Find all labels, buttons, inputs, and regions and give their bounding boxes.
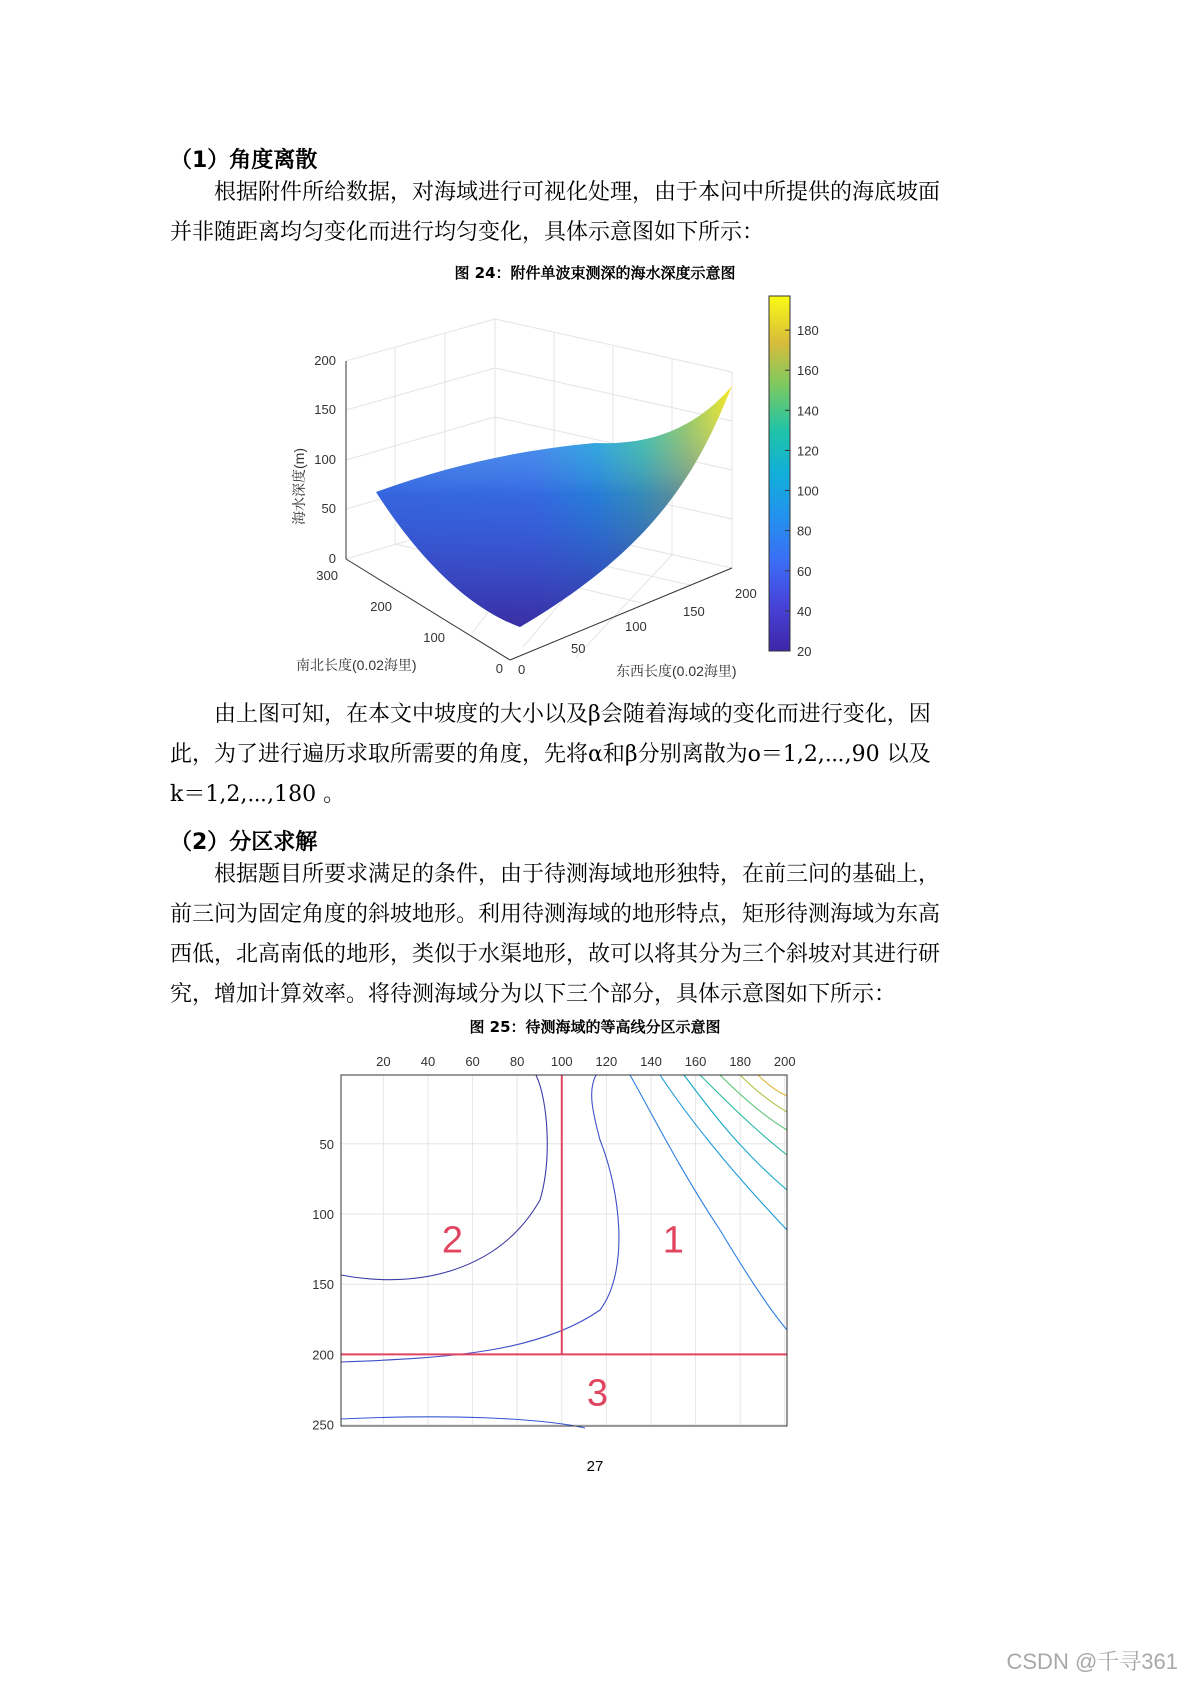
x-tick-label: 140 — [640, 1054, 662, 1069]
colorbar-tick-label: 100 — [797, 483, 819, 499]
x-tick-label: 120 — [595, 1054, 618, 1069]
z-tick-label: 100 — [314, 452, 336, 467]
y-tick-label: 0 — [495, 661, 503, 676]
colorbar-tick-label: 80 — [797, 523, 812, 539]
text-line: 根据附件所给数据，对海域进行可视化处理，由于本问中所提供的海底坡面 — [214, 180, 941, 205]
y-tick-label: 300 — [316, 568, 338, 583]
y-tick-label: 150 — [312, 1277, 334, 1293]
y-tick-label: 200 — [312, 1347, 334, 1363]
paragraph-visualization — [170, 173, 1000, 253]
y-tick-label: 50 — [319, 1136, 334, 1152]
z-tick-label: 50 — [321, 501, 336, 516]
z-tick-label: 200 — [314, 353, 336, 368]
x-tick-label: 200 — [773, 1054, 796, 1069]
top-x-tick-labels — [376, 1054, 795, 1069]
region-label: 2 — [441, 1219, 464, 1262]
x-axis-label: 东西长度(0.02海里) — [616, 663, 737, 679]
paragraph-angle-analysis — [170, 695, 1000, 815]
colorbar-tick-label: 120 — [797, 443, 819, 459]
colorbar-tick-label: 20 — [797, 644, 812, 659]
region-labels — [442, 1219, 684, 1414]
plot-frame — [341, 1075, 787, 1426]
text-line: k＝1,2,⋯,180 。 — [170, 782, 346, 807]
y-axis-label: 南北长度(0.02海里) — [296, 657, 417, 673]
x-tick-label: 100 — [625, 619, 647, 634]
text-line: 根据题目所要求满足的条件，由于待测海域地形独特，在前三问的基础上， — [214, 862, 941, 887]
figure-caption: 图 24：附件单波束测深的海水深度示意图 — [454, 264, 736, 282]
colorbar — [769, 296, 790, 651]
text-line: 前三问为固定角度的斜坡地形。利用待测海域的地形特点，矩形待测海域为东高 — [170, 902, 941, 927]
colorbar-tick-label: 180 — [797, 323, 819, 339]
text-line: 西低，北高南低的地形，类似于水渠地形，故可以将其分为三个斜坡对其进行研 — [170, 942, 941, 967]
section-heading-partition-solve: （2）分区求解 — [170, 830, 318, 855]
contour-plot — [300, 1040, 820, 1450]
left-y-tick-labels — [312, 1137, 334, 1433]
contour-grid — [341, 1075, 787, 1426]
colorbar-tick-label: 60 — [797, 563, 812, 579]
x-tick-label: 0 — [518, 662, 526, 677]
x-tick-label: 80 — [509, 1054, 525, 1069]
x-tick-label: 180 — [729, 1054, 752, 1069]
section-heading-angle-discretization: （1）角度离散 — [170, 148, 318, 173]
x-tick-label: 150 — [683, 604, 705, 619]
x-tick-label: 100 — [550, 1054, 573, 1069]
text-line: 此，为了进行遍历求取所需要的角度，先将α和β分别离散为o＝1,2,⋯,90 以及 — [170, 742, 931, 767]
region-label: 1 — [662, 1219, 684, 1262]
figure-caption: 图 25：待测海域的等高线分区示意图 — [469, 1018, 721, 1036]
z-tick-label: 150 — [314, 402, 336, 417]
text-line: 究，增加计算效率。将待测海域分为以下三个部分，具体示意图如下所示： — [170, 982, 897, 1007]
watermark: CSDN @千寻361 — [1006, 1649, 1178, 1674]
x-tick-label: 200 — [735, 586, 757, 601]
x-tick-label: 160 — [684, 1054, 707, 1069]
colorbar-tick-label: 140 — [797, 403, 819, 419]
x-tick-label: 50 — [571, 641, 586, 656]
y-tick-label: 100 — [423, 630, 445, 645]
text-line: 由上图可知，在本文中坡度的大小以及β会随着海域的变化而进行变化，因 — [214, 702, 931, 727]
y-tick-label: 200 — [370, 599, 392, 614]
x-tick-label: 20 — [376, 1054, 391, 1069]
x-tick-label: 40 — [420, 1054, 436, 1069]
contour-lines — [341, 1075, 787, 1428]
colorbar-tick-label: 160 — [797, 363, 819, 379]
x-tick-label: 60 — [465, 1054, 480, 1069]
page-number: 27 — [586, 1458, 604, 1475]
region-label: 3 — [586, 1372, 609, 1415]
z-tick-label: 0 — [328, 551, 336, 566]
y-tick-label: 250 — [312, 1417, 334, 1433]
z-axis-label: 海水深度(m) — [291, 448, 307, 525]
paragraph-partition — [170, 855, 1000, 1015]
text-line: 并非随距离均匀变化而进行均匀变化，具体示意图如下所示： — [170, 220, 765, 245]
colorbar-tick-label: 40 — [797, 603, 812, 619]
z-tick-labels — [314, 353, 336, 566]
surface-plot-3d — [280, 285, 850, 695]
y-tick-label: 100 — [312, 1206, 334, 1222]
